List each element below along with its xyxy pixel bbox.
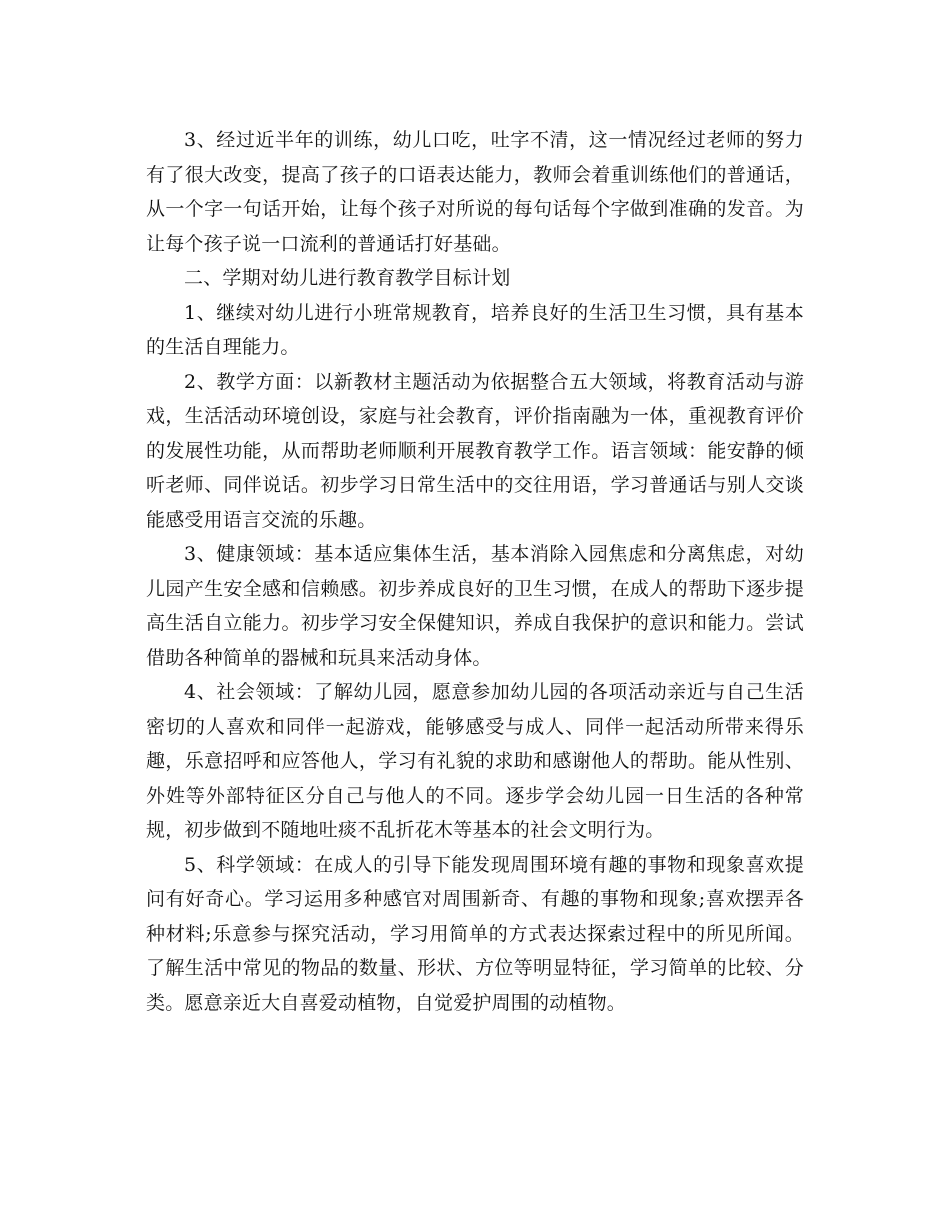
paragraph-social-domain: 4、社会领域：了解幼儿园，愿意参加幼儿园的各项活动亲近与自己生活密切的人喜欢和同伴一起游戏，能够感受与成人、同伴一起活动所带来得乐趣，乐意招呼和应答他人，学习有礼貌的求助和感谢他人的帮助。能从性别、外姓等外部特征区分自己与他人的不同。逐步学会幼儿园一日生活的各种常规，初步做到不随地吐痰不乱折花木等基本的社会文明行为。 (146, 681, 804, 841)
paragraph-science-domain: 5、科学领域：在成人的引导下能发现周围环境有趣的事物和现象喜欢提问有好奇心。学习运用多种感官对周围新奇、有趣的事物和现象;喜欢摆弄各种材料;乐意参与探究活动，学习用简单的方式表达探索过程中的所见所闻。了解生活中常见的物品的数量、形状、方位等明显特征，学习简单的比较、分类。愿意亲近大自喜爱动植物，自觉爱护周围的动植物。 (146, 853, 804, 1014)
paragraph-speech-progress: 3、经过近半年的训练，幼儿口吃，吐字不清，这一情况经过老师的努力有了很大改变，提高了孩子的口语表达能力，教师会着重训练他们的普通话，从一个字一句话开始，让每个孩子对所说的每句话每个字做到准确的发音。为让每个孩子说一口流利的普通话打好基础。 (146, 129, 804, 255)
paragraph-routine-education: 1、继续对幼儿进行小班常规教育，培养良好的生活卫生习惯，具有基本的生活自理能力。 (146, 301, 804, 358)
section-heading-semester-goals: 二、学期对幼儿进行教育教学目标计划 (184, 267, 511, 289)
paragraph-health-domain: 3、健康领域：基本适应集体生活，基本消除入园焦虑和分离焦虑，对幼儿园产生安全感和信赖感。初步养成良好的卫生习惯，在成人的帮助下逐步提高生活自立能力。初步学习安全保健知识，养成自我保护的意识和能力。尝试借助各种简单的器械和玩具来活动身体。 (146, 543, 804, 669)
paragraph-teaching-language: 2、教学方面：以新教材主题活动为依据整合五大领域，将教育活动与游戏，生活活动环境创设，家庭与社会教育，评价指南融为一体，重视教育评价的发展性功能，从而帮助老师顺利开展教育教学工作。语言领域：能安静的倾听老师、同伴说话。初步学习日常生活中的交往用语，学习普通话与别人交谈能感受用语言交流的乐趣。 (146, 370, 804, 531)
